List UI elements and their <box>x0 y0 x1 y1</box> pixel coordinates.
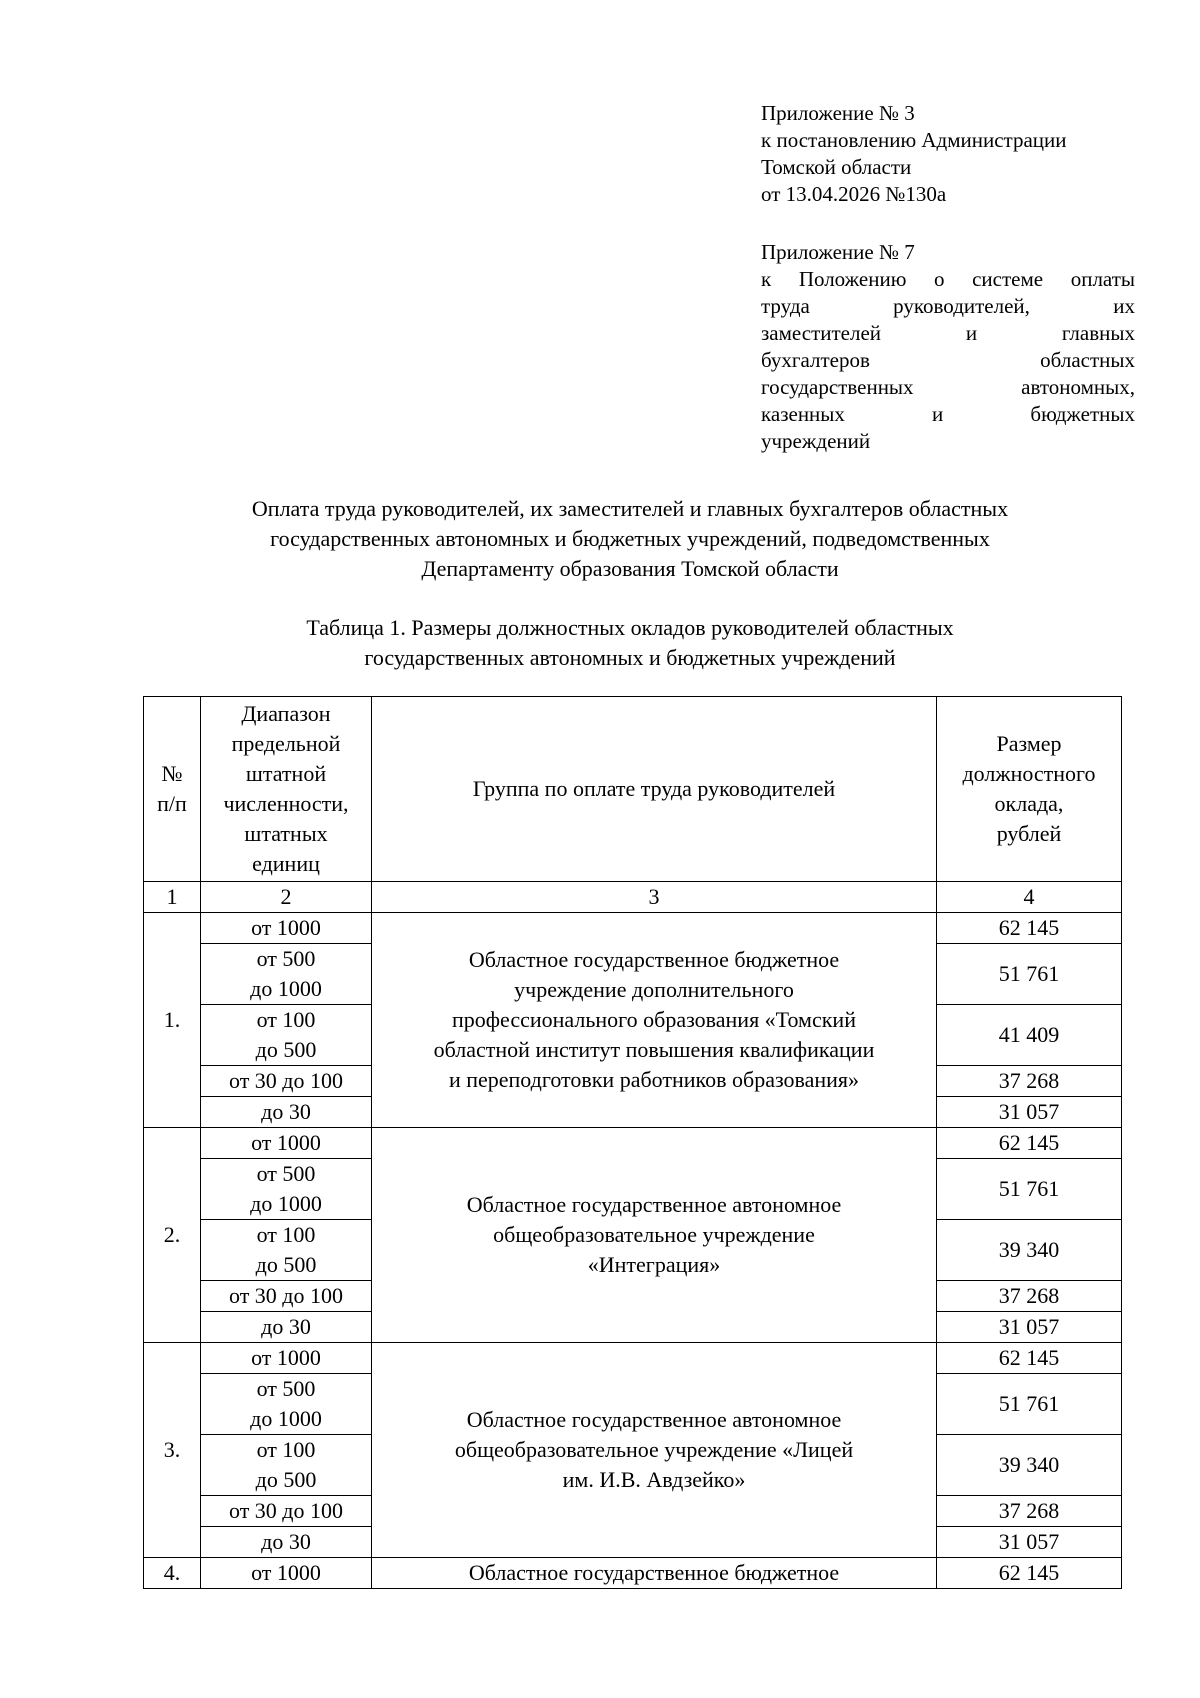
salary-value: 31 057 <box>937 1097 1122 1128</box>
appendix-7-line: учреждений <box>761 429 871 453</box>
organization-line: общеобразовательное учреждение «Лицей <box>454 1437 854 1462</box>
organization-line: Областное государственное бюджетное <box>468 1560 840 1585</box>
header-range: штатных <box>244 821 328 846</box>
salary-table <box>143 696 1122 1589</box>
table-row <box>144 913 1122 944</box>
range-cell <box>201 1159 372 1220</box>
organization-line: Областное государственное бюджетное <box>468 947 840 972</box>
header-number: № <box>161 761 183 786</box>
table-caption-line: Таблица 1. Размеры должностных окладов руководителей областных <box>306 615 954 640</box>
column-number: 4 <box>937 882 1122 913</box>
organization-line: общеобразовательное учреждение <box>493 1222 815 1247</box>
range-line: до 30 <box>261 1099 311 1124</box>
appendix-7-title: Приложение № 7 <box>761 240 915 264</box>
salary-value: 62 145 <box>937 1128 1122 1159</box>
header-salary: Размер <box>996 731 1062 756</box>
salary-value: 31 057 <box>937 1527 1122 1558</box>
range-line: от 1000 <box>251 1130 321 1155</box>
range-cell <box>201 1128 372 1159</box>
appendix-3-line: Томской области <box>761 155 912 179</box>
range-line: от 500 <box>256 1376 316 1401</box>
salary-value: 37 268 <box>937 1066 1122 1097</box>
header-salary-cell <box>937 697 1122 882</box>
organization-line: учреждение дополнительного <box>514 977 794 1002</box>
appendix-7-line: к Положению о системе оплаты <box>761 267 1135 291</box>
document-title-line: Оплата труда руководителей, их заместителей и главных бухгалтеров областных <box>251 496 1009 521</box>
organization-line: областной институт повышения квалификации <box>433 1037 875 1062</box>
document-title-line: государственных автономных и бюджетных учреждений, подведомственных <box>270 526 990 551</box>
group-number: 2. <box>144 1128 201 1343</box>
range-cell <box>201 1496 372 1527</box>
header-group-cell <box>372 697 937 882</box>
organization-line: профессионального образования «Томский <box>452 1007 856 1032</box>
salary-value: 62 145 <box>937 1343 1122 1374</box>
header-range: штатной <box>245 761 327 786</box>
range-line: от 100 <box>256 1222 316 1247</box>
salary-value: 51 761 <box>937 944 1122 1005</box>
group-number: 3. <box>144 1343 201 1558</box>
organization-line: Областное государственное автономное <box>466 1407 842 1432</box>
salary-value: 51 761 <box>937 1159 1122 1220</box>
table-row <box>144 1558 1122 1589</box>
range-cell <box>201 1374 372 1435</box>
range-line: до 1000 <box>250 1406 322 1431</box>
salary-value: 31 057 <box>937 1312 1122 1343</box>
range-cell <box>201 1005 372 1066</box>
appendix-3-line: Приложение № 3 <box>761 101 915 125</box>
range-cell <box>201 1527 372 1558</box>
header-range: численности, <box>223 791 349 816</box>
header-salary: должностного <box>962 761 1096 786</box>
header-range-cell <box>201 697 372 882</box>
range-line: от 500 <box>256 946 316 971</box>
header-range: Диапазон <box>241 701 331 726</box>
appendix-7-line: государственных автономных, <box>761 375 1135 399</box>
range-line: от 1000 <box>251 1560 321 1585</box>
table-caption <box>130 613 1130 673</box>
organization-cell <box>372 913 937 1128</box>
table-row <box>144 1343 1122 1374</box>
range-cell <box>201 1281 372 1312</box>
salary-value: 37 268 <box>937 1281 1122 1312</box>
appendix-3-block <box>761 100 1135 208</box>
header-salary: оклада, <box>994 791 1064 816</box>
header-range: предельной <box>231 731 341 756</box>
range-cell <box>201 1343 372 1374</box>
organization-line: Областное государственное автономное <box>466 1192 842 1217</box>
salary-value: 39 340 <box>937 1220 1122 1281</box>
table-header-row <box>144 697 1122 882</box>
salary-value: 62 145 <box>937 1558 1122 1589</box>
salary-table-body <box>144 697 1122 1589</box>
salary-value: 37 268 <box>937 1496 1122 1527</box>
organization-line: «Интеграция» <box>587 1252 721 1277</box>
organization-cell <box>372 1343 937 1558</box>
column-number: 3 <box>372 882 937 913</box>
range-line: до 30 <box>261 1314 311 1339</box>
group-number: 4. <box>144 1558 201 1589</box>
range-cell <box>201 913 372 944</box>
range-line: до 500 <box>255 1037 317 1062</box>
range-cell <box>201 944 372 1005</box>
range-line: от 100 <box>256 1437 316 1462</box>
range-line: от 1000 <box>251 1345 321 1370</box>
appendix-7-block <box>761 239 1135 455</box>
appendix-3-line: к постановлению Администрации <box>761 128 1067 152</box>
header-number-cell <box>144 697 201 882</box>
column-number: 1 <box>144 882 201 913</box>
range-cell <box>201 1558 372 1589</box>
table-row <box>144 1128 1122 1159</box>
column-number: 2 <box>201 882 372 913</box>
salary-value: 62 145 <box>937 913 1122 944</box>
organization-line: им. И.В. Авдзейко» <box>562 1467 746 1492</box>
range-line: до 500 <box>255 1252 317 1277</box>
column-number-row <box>144 882 1122 913</box>
header-salary: рублей <box>996 821 1062 846</box>
organization-cell <box>372 1558 937 1589</box>
range-cell <box>201 1312 372 1343</box>
appendix-3-line: от 13.04.2026 №130а <box>761 182 947 206</box>
salary-value: 51 761 <box>937 1374 1122 1435</box>
range-cell <box>201 1097 372 1128</box>
range-line: от 500 <box>256 1161 316 1186</box>
group-number: 1. <box>144 913 201 1128</box>
document-title <box>130 494 1130 584</box>
document-title-line: Департаменту образования Томской области <box>421 556 839 581</box>
header-group: Группа по оплате труда руководителей <box>472 776 836 801</box>
salary-value: 41 409 <box>937 1005 1122 1066</box>
appendix-7-line: казенных и бюджетных <box>761 402 1135 426</box>
range-line: до 30 <box>261 1529 311 1554</box>
range-cell <box>201 1066 372 1097</box>
header-range: единиц <box>252 851 320 876</box>
salary-value: 39 340 <box>937 1435 1122 1496</box>
appendix-7-line: бухгалтеров областных <box>761 348 1135 372</box>
organization-line: и переподготовки работников образования» <box>448 1067 860 1092</box>
range-line: от 100 <box>256 1007 316 1032</box>
range-cell <box>201 1435 372 1496</box>
appendix-7-line: заместителей и главных <box>761 321 1135 345</box>
range-line: от 30 до 100 <box>228 1283 344 1308</box>
range-line: от 30 до 100 <box>228 1068 344 1093</box>
organization-cell <box>372 1128 937 1343</box>
range-line: до 500 <box>255 1467 317 1492</box>
range-cell <box>201 1220 372 1281</box>
appendix-7-line: труда руководителей, их <box>761 294 1135 318</box>
range-line: до 1000 <box>250 1191 322 1216</box>
range-line: от 30 до 100 <box>228 1498 344 1523</box>
range-line: до 1000 <box>250 976 322 1001</box>
header-number: п/п <box>157 791 187 816</box>
range-line: от 1000 <box>251 915 321 940</box>
table-caption-line: государственных автономных и бюджетных учреждений <box>364 645 896 670</box>
